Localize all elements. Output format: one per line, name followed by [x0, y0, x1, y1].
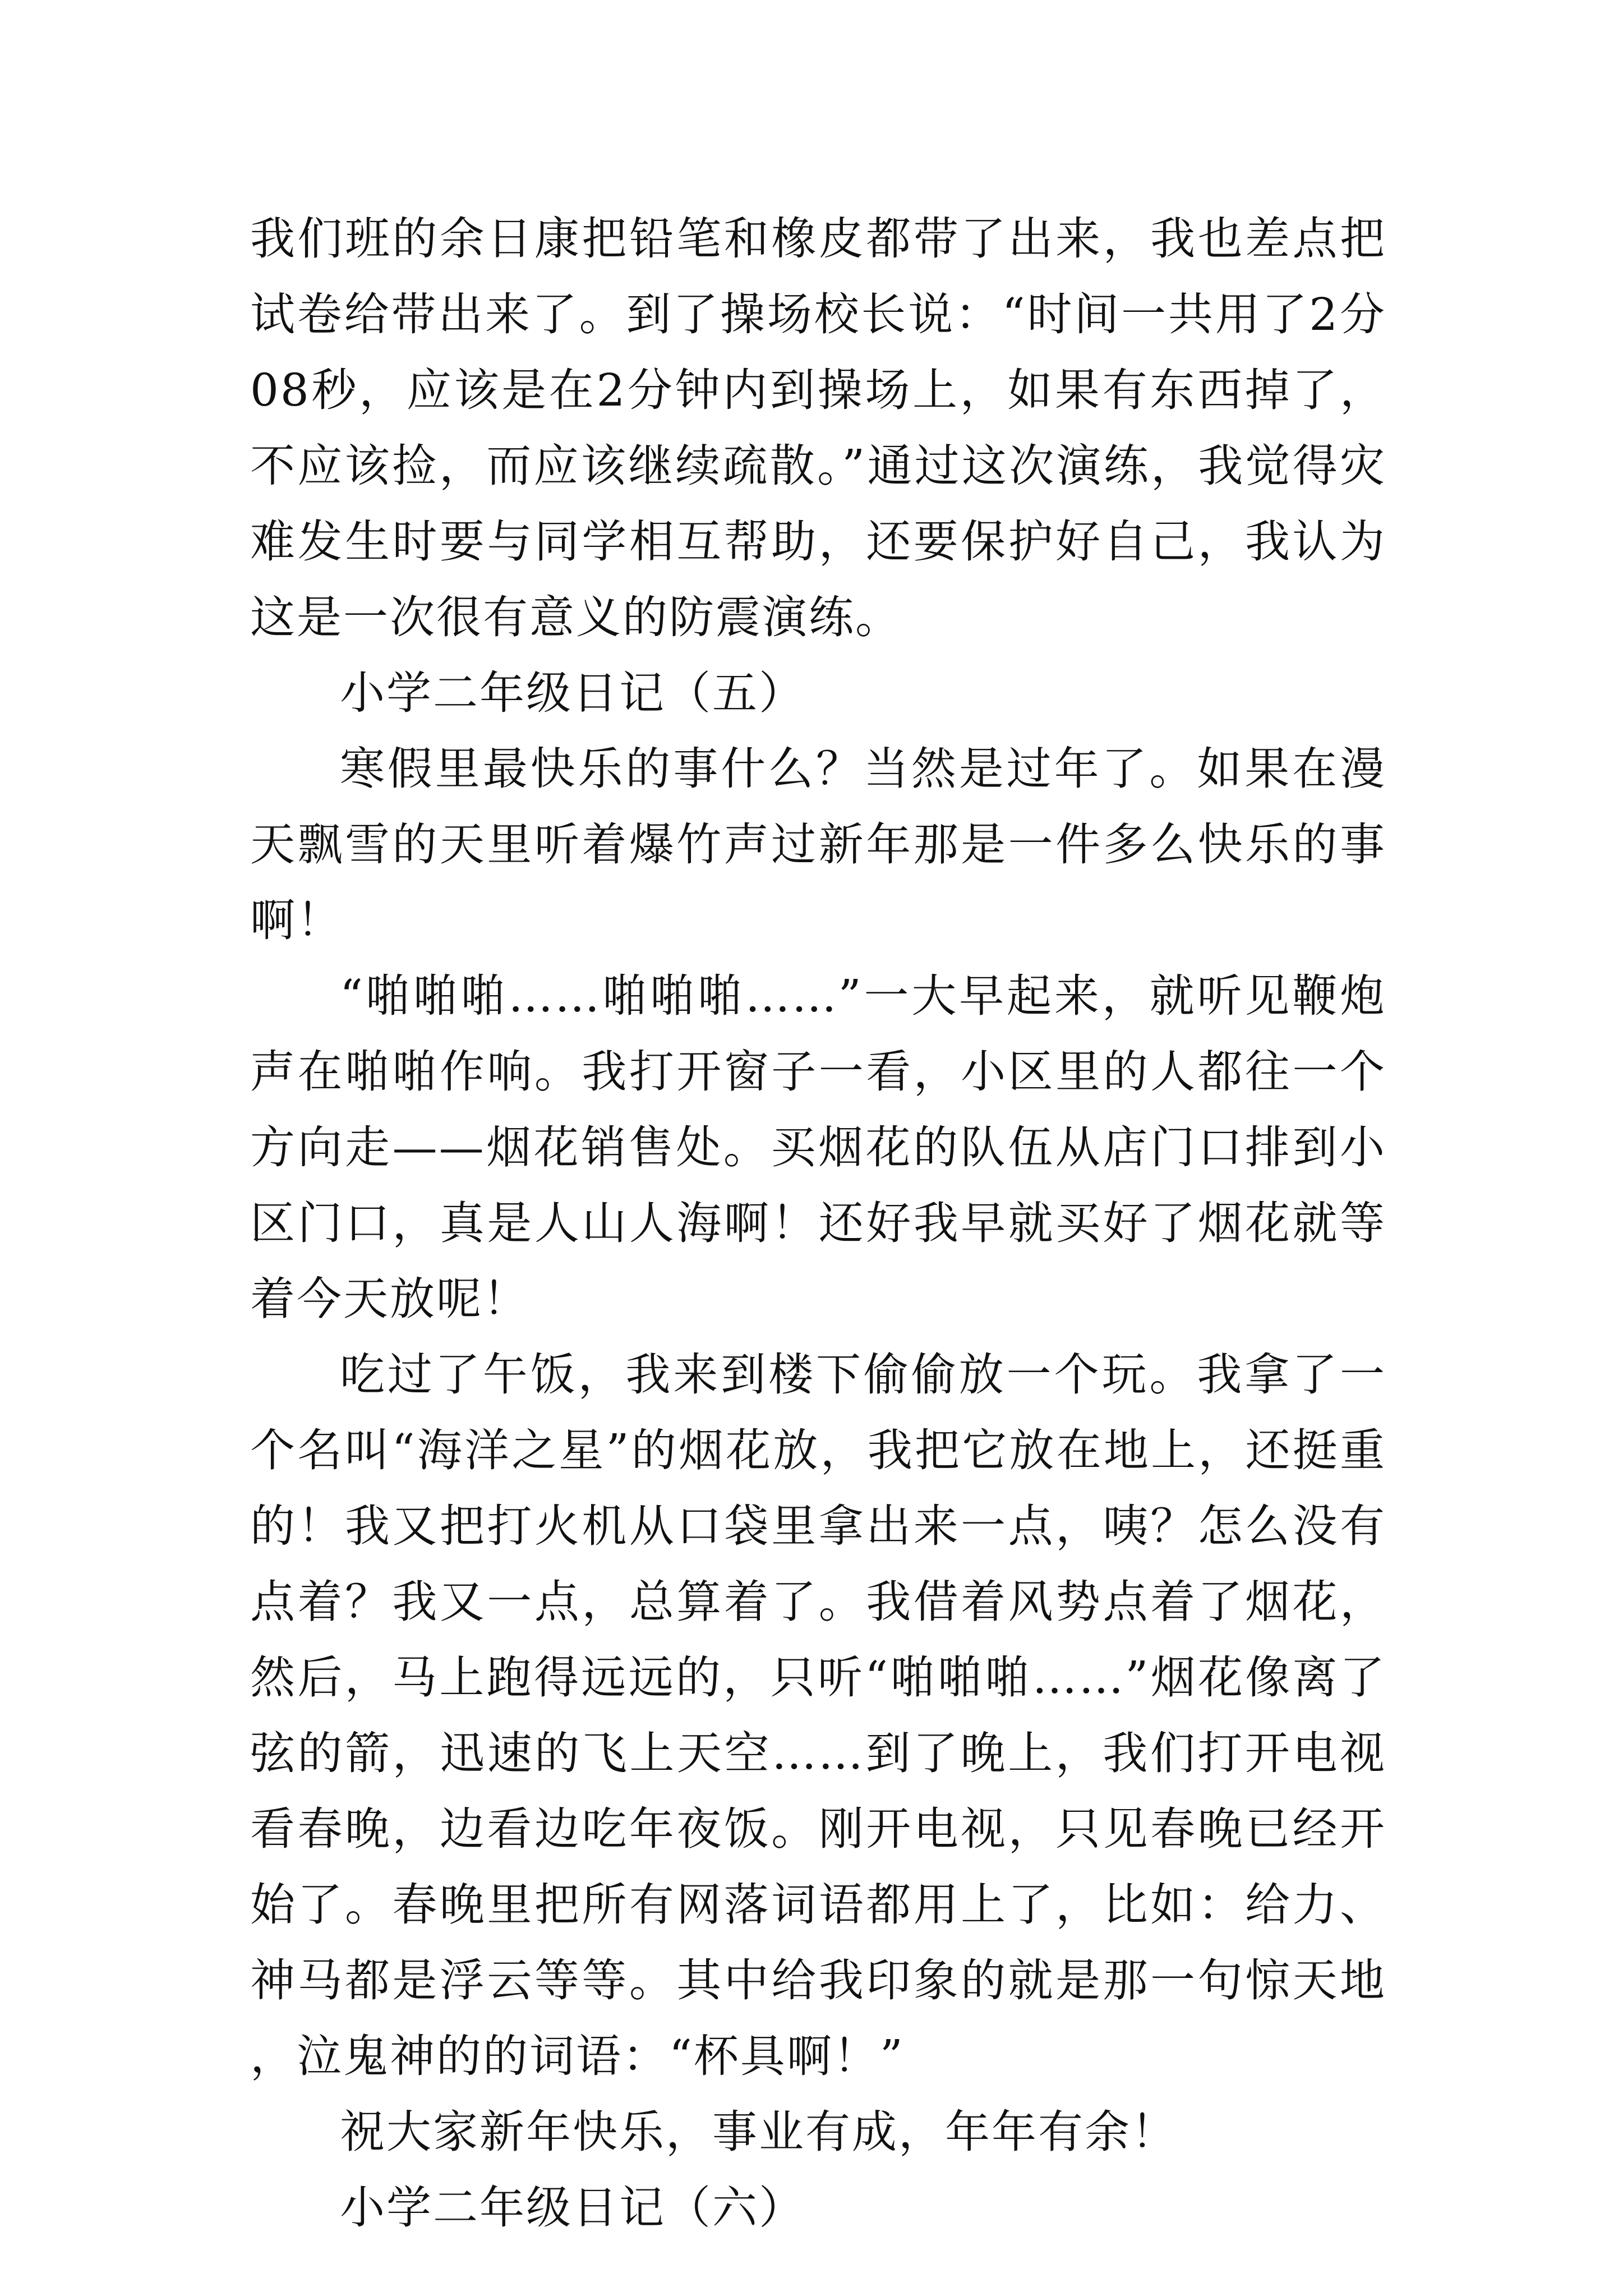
- paragraph-fireworks-and-gala: 吃过了午饭，我来到楼下偷偷放一个玩。我拿了一个名叫“海洋之星”的烟花放，我把它放在地上，还挺重的！我又把打火机从口袋里拿出来一点，咦？怎么没有点着？我又一点，总算着了。我借着风势点着了烟花，然后，马上跑得远远的，只听“啪啪啪……”烟花像离了弦的箭，迅速的飞上天空……到了晚上，我们打开电视看春晚，边看边吃年夜饭。刚开电视，只见春晚已经开始了。春晚里把所有网落词语都用上了，比如：给力、神马都是浮云等等。其中给我印象的就是那一句惊天地，泣鬼神的的词语：“杯具啊！”: [250, 1349, 1386, 2082]
- document-body: [250, 201, 1386, 2246]
- section-heading-diary-five: 小学二年级日记（五）: [340, 667, 805, 719]
- section-heading-diary-six: 小学二年级日记（六）: [340, 2182, 805, 2234]
- paragraph-firecrackers: “啪啪啪……啪啪啪……”一大早起来，就听见鞭炮声在啪啪作响。我打开窗子一看，小区里的人都往一个方向走——烟花销售处。买烟花的队伍从店门口排到小区门口，真是人山人海啊！还好我早就买好了烟花就等着今天放呢！: [250, 970, 1386, 1325]
- paragraph-new-year-wishes: 祝大家新年快乐，事业有成，年年有余！: [340, 2106, 1178, 2158]
- paragraph-fire-drill-ending: 我们班的余日康把铅笔和橡皮都带了出来，我也差点把试卷给带出来了。到了操场校长说：“时间一共用了2分08秒，应该是在2分钟内到操场上，如果有东西掉了，不应该捡，而应该继续疏散。”通过这次演练，我觉得灾难发生时要与同学相互帮助，还要保护好自己，我认为这是一次很有意义的防震演练。: [250, 213, 1386, 643]
- paragraph-winter-vacation: 寒假里最快乐的事什么？当然是过年了。如果在漫天飘雪的天里听着爆竹声过新年那是一件多么快乐的事啊！: [250, 743, 1386, 946]
